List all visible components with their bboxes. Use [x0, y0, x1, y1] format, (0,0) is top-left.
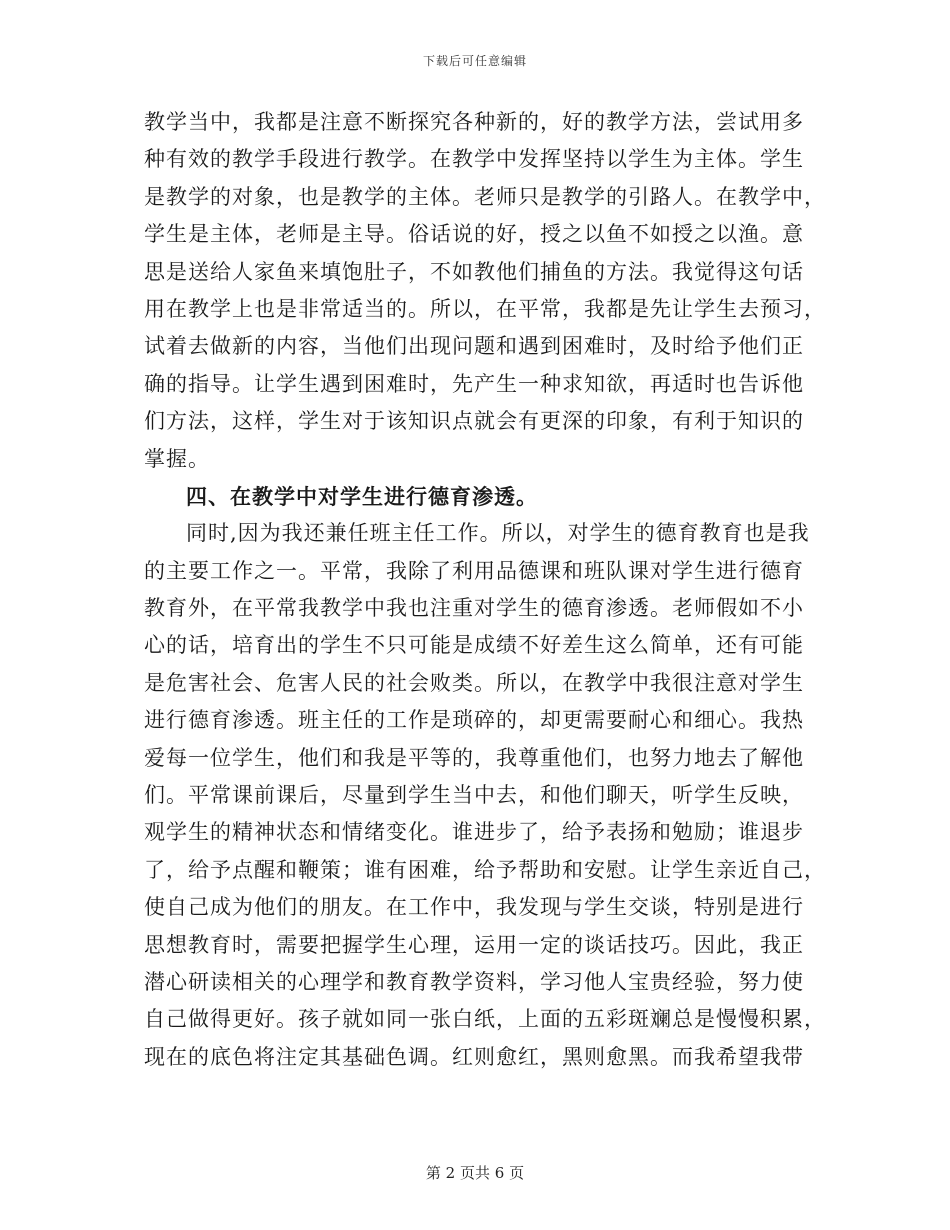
body-line: 进行德育渗透。班主任的工作是琐碎的，却更需要耐心和细心。我热	[144, 708, 804, 733]
page-header: 下载后可任意编辑	[422, 54, 527, 68]
body-line: 思想教育时，需要把握学生心理，运用一定的谈话技巧。因此，我正	[144, 932, 804, 957]
document-body	[144, 104, 826, 1076]
body-line: 试着去做新的内容，当他们出现问题和遇到困难时，及时给予他们正	[144, 334, 804, 359]
body-line: 同时,因为我还兼任班主任工作。所以，对学生的德育教育也是我	[186, 521, 810, 546]
page-number-footer: 第 2 页共 6 页	[425, 1164, 525, 1182]
body-line: 思是送给人家鱼来填饱肚子，不如教他们捕鱼的方法。我觉得这句话	[144, 259, 804, 284]
body-line: 使自己成为他们的朋友。在工作中，我发现与学生交谈，特别是进行	[144, 895, 804, 920]
body-line: 们方法，这样，学生对于该知识点就会有更深的印象，有利于知识的	[144, 409, 804, 434]
body-line: 学生是主体，老师是主导。俗话说的好，授之以鱼不如授之以渔。意	[144, 222, 804, 247]
body-line: 教学当中，我都是注意不断探究各种新的，好的教学方法，尝试用多	[144, 110, 804, 134]
body-line: 心的话，培育出的学生不只可能是成绩不好差生这么简单，还有可能	[144, 633, 804, 658]
body-line: 自己做得更好。孩子就如同一张白纸，上面的五彩斑斓总是慢慢积累，	[144, 1007, 826, 1032]
body-line: 用在教学上也是非常适当的。所以，在平常，我都是先让学生去预习，	[144, 296, 826, 321]
body-line: 了，给予点醒和鞭策；谁有困难，给予帮助和安慰。让学生亲近自己，	[144, 857, 826, 882]
body-line: 是教学的对象，也是教学的主体。老师只是教学的引路人。在教学中，	[144, 184, 826, 209]
body-line: 爱每一位学生，他们和我是平等的，我尊重他们，也努力地去了解他	[144, 745, 804, 770]
body-line: 现在的底色将注定其基础色调。红则愈红，黑则愈黑。而我希望我带	[144, 1044, 804, 1069]
body-line: 种有效的教学手段进行教学。在教学中发挥坚持以学生为主体。学生	[144, 147, 804, 172]
body-line: 确的指导。让学生遇到困难时，先产生一种求知欲，再适时也告诉他	[144, 371, 804, 396]
body-line: 潜心研读相关的心理学和教育教学资料，学习他人宝贵经验，努力使	[144, 969, 804, 994]
body-line: 教育外，在平常我教学中我也注重对学生的德育渗透。老师假如不小	[144, 596, 804, 621]
body-line: 们。平常课前课后，尽量到学生当中去，和他们聊天，听学生反映，	[144, 783, 804, 808]
body-line: 的主要工作之一。平常，我除了利用品德课和班队课对学生进行德育	[144, 558, 804, 583]
body-line: 是危害社会、危害人民的社会败类。所以，在教学中我很注意对学生	[144, 670, 804, 695]
section-heading: 四、在教学中对学生进行德育渗透。	[186, 483, 538, 509]
body-line: 掌握。	[144, 446, 210, 471]
body-line: 观学生的精神状态和情绪变化。谁进步了，给予表扬和勉励；谁退步	[144, 820, 804, 845]
